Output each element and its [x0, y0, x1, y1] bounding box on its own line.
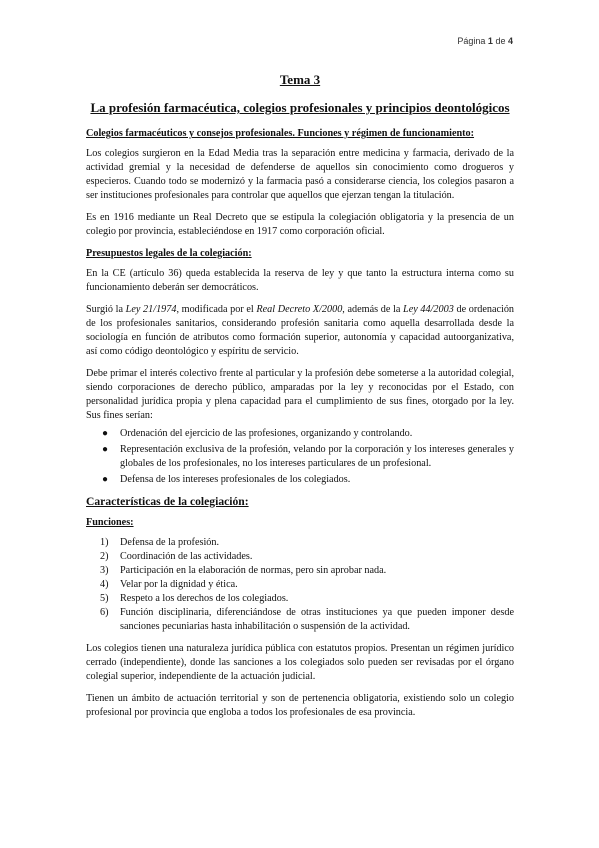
law-reference: Real Decreto X/2000	[256, 304, 343, 315]
list-item	[86, 578, 514, 592]
list-item-text: Coordinación de las actividades.	[120, 551, 253, 562]
list-item	[86, 427, 514, 441]
numbered-list-funciones	[86, 536, 514, 634]
list-item-text: Función disciplinaria, diferenciándose de otras instituciones ya que pueden imponer desde sanciones pecuniarias hasta inhabilitación o suspensión de la actividad.	[120, 607, 514, 632]
list-item-text: Ordenación del ejercicio de las profesiones, organizando y controlando.	[120, 428, 413, 439]
list-number: 3)	[100, 565, 109, 576]
paragraph: Debe primar el interés colectivo frente al particular y la profesión debe someterse a la autoridad colegial, siendo corporaciones de derecho público, amparadas por la ley y reconocidas por el Estado, con personalidad jurídica propia y plena capacidad para el cumplimiento de sus fines, otorgado por la ley. Sus fines serían:	[86, 368, 514, 421]
paragraph: Es en 1916 mediante un Real Decreto que se estipula la colegiación obligatoria y la presencia de un colegio por provincia, estableciéndose en 1917 como corporación oficial.	[86, 212, 514, 237]
section-heading-presupuestos: Presupuestos legales de la colegiación:	[86, 248, 252, 259]
paragraph: Los colegios surgieron en la Edad Media tras la separación entre medicina y farmacia, derivado de la actividad gremial y la necesidad de defenderse de aquellos sin conocimiento como drogueros y especieros. Cuando todo se modernizó y la farmacia pasó a considerarse ciencia, los colegios pasaron a ser instituciones profesionales para controlar que aquellos que ejerzan tengan la titulación.	[86, 148, 514, 201]
list-item-text: Participación en la elaboración de normas, pero sin aprobar nada.	[120, 565, 387, 576]
page-sep: de	[495, 36, 506, 46]
document-title: La profesión farmacéutica, colegios profesionales y principios deontológicos	[90, 100, 510, 115]
text-run: Surgió la	[86, 304, 126, 315]
text-run: de ordenación de los profesionales sanitarios, considerando profesión sanitaria como aquella desarrollada desde la sociología en función de atributos como formación superior, autonomía y capacidad autoorganizativa, así como código deontológico y espíritu de servicio.	[86, 304, 515, 357]
paragraph: En la CE (artículo 36) queda establecida la reserva de ley y que tanto la estructura interna como su funcionamiento deberán ser democráticos.	[86, 268, 514, 293]
list-item	[86, 473, 514, 487]
list-item	[86, 592, 514, 606]
list-number: 6)	[100, 607, 109, 618]
list-number: 1)	[100, 537, 109, 548]
bullet-list-fines	[86, 427, 514, 487]
law-reference: Ley 21/1974	[125, 304, 177, 315]
page-total: 4	[507, 36, 513, 46]
text-run: , además de la	[342, 304, 404, 315]
text-run: , modificada por el	[176, 304, 257, 315]
paragraph-laws	[86, 303, 514, 359]
list-item	[86, 564, 514, 578]
bullet-icon: ●	[102, 474, 109, 485]
list-item-text: Respeto a los derechos de los colegiados.	[120, 593, 289, 604]
list-number: 4)	[100, 579, 109, 590]
bullet-icon: ●	[102, 428, 109, 439]
page-number	[457, 36, 513, 46]
list-item-text: Representación exclusiva de la profesión, velando por la corporación y los intereses generales y globales de los profesionales, no los intereses particulares de un profesional.	[120, 444, 514, 469]
page-current: 1	[487, 36, 493, 46]
topic-number: Tema 3	[279, 72, 321, 87]
law-reference: Ley 44/2003	[403, 304, 454, 315]
document-body	[86, 68, 514, 728]
list-item	[86, 443, 514, 471]
paragraph: Tienen un ámbito de actuación territorial y son de pertenencia obligatoria, existiendo solo un colegio profesional por provincia que engloba a todos los profesionales de esa provincia.	[86, 693, 514, 718]
list-item	[86, 550, 514, 564]
bullet-icon: ●	[102, 444, 109, 455]
page-prefix: Página	[457, 36, 486, 46]
list-number: 2)	[100, 551, 109, 562]
list-number: 5)	[100, 593, 109, 604]
subsection-heading-funciones: Funciones:	[86, 517, 134, 528]
list-item-text: Defensa de los intereses profesionales de los colegiados.	[120, 474, 351, 485]
list-item-text: Defensa de la profesión.	[120, 537, 220, 548]
section-heading-colegios: Colegios farmacéuticos y consejos profesionales. Funciones y régimen de funcionamiento:	[86, 128, 475, 139]
list-item	[86, 536, 514, 550]
list-item	[86, 606, 514, 634]
paragraph: Los colegios tienen una naturaleza jurídica pública con estatutos propios. Presentan un régimen jurídico cerrado (independiente), donde las sanciones a los colegiados solo pueden ser revisadas por el órgano colegial superior, independiente de la actuación judicial.	[86, 643, 514, 682]
list-item-text: Velar por la dignidad y ética.	[120, 579, 238, 590]
section-heading-caracteristicas: Características de la colegiación:	[86, 495, 249, 508]
